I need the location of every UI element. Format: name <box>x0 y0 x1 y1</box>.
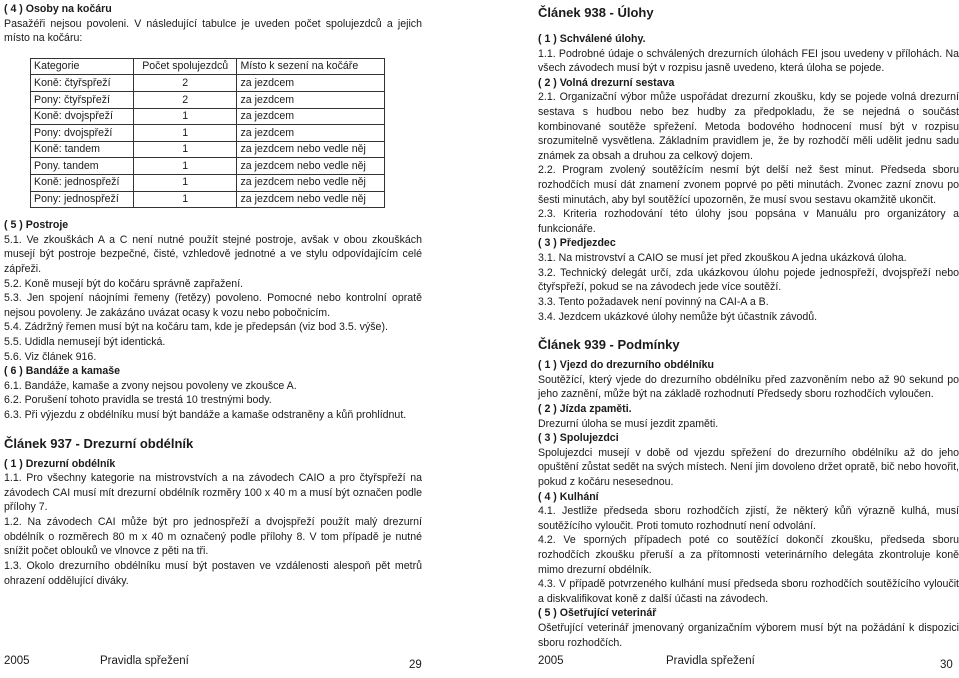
table-cell: 2 <box>133 75 237 92</box>
table-cell: Koně: tandem <box>31 141 134 158</box>
article-937-title: Článek 937 - Drezurní obdélník <box>4 435 194 451</box>
table-cell: Koně: dvojspřeží <box>31 108 134 125</box>
table-cell: 1 <box>133 108 237 125</box>
section-4-text: Pasažéři nejsou povoleni. V následující tabulce je uveden počet spolujezdců a jejich místo na kočáru: <box>4 17 422 45</box>
right-page-content <box>538 4 959 650</box>
table-cell: za jezdcem <box>237 108 385 125</box>
table-row <box>31 92 385 109</box>
table-cell: 1 <box>133 191 237 208</box>
article-938-2-2: 2.2. Program zvolený soutěžícím nesmí být delší než šest minut. Předseda sboru rozhodčích musí dát znamení zvonem poprvé po pěti minutách. Zvonec zazní znovu po šesti minutách, aby byl soutěžící upozorněn, že musí svou sestavu okamžitě ukončit. <box>538 164 959 206</box>
article-939-5-text: Ošetřující veterinář jmenovaný organizačním výborem musí být na požádání k dispozici sboru rozhodčích. <box>538 622 959 649</box>
table-cell: za jezdcem nebo vedle něj <box>237 174 385 191</box>
article-939-title: Článek 939 - Podmínky <box>538 337 680 353</box>
article-939-section-3-heading: ( 3 ) Spolujezdci <box>538 432 619 445</box>
article-939-4-2: 4.2. Ve sporných případech poté co soutěžící dokončí zkoušku, předseda sboru rozhodčích zkoušku přeruší a za přítomnosti veterinárního delegáta zkontroluje koně mimo drezurní obdélník. <box>538 534 959 576</box>
section-5-6: 5.6. Viz článek 916. <box>4 350 97 363</box>
right-page <box>480 0 959 678</box>
article-939-1-text: Soutěžící, který vjede do drezurního obdélníku před zazvoněním nebo až 90 sekund po jeho zaznění, může být na základě rozhodnutí Předsedy sboru rozhodčích vyloučen. <box>538 373 959 401</box>
table-cell: Pony: čtyřspřeží <box>31 92 134 109</box>
article-938-section-3-heading: ( 3 ) Předjezdec <box>538 237 616 250</box>
table-row <box>31 108 385 125</box>
article-939-3-text: Spolujezdci musejí v době od vjezdu spřežení do drezurního obdélníku až do jeho opuštění zůstat sedět na svých místech. Není jim dovoleno držet opratě, bič nebo hovořit, pokud z kočáru nesesednou. <box>538 446 959 488</box>
article-937-1-1: 1.1. Pro všechny kategorie na mistrovstvích a na závodech CAIO a pro čtyřspřeží na závodech CAI musí mít drezurní obdélník rozměry 100 x 40 m a musí být označen podle přílohy 7. <box>4 472 422 514</box>
section-5-1: 5.1. Ve zkouškách A a C není nutné použít stejné postroje, avšak v obou zkouškách musejí být postroje bezpečné, čisté, vzhledově jednotné a ve stylu odpovídajícím celé zápřeži. <box>4 233 422 275</box>
table-row <box>31 125 385 142</box>
table-cell: 1 <box>133 141 237 158</box>
table-cell: Koně: čtyřspřeží <box>31 75 134 92</box>
table-cell: Pony: dvojspřeží <box>31 125 134 142</box>
right-footer-year: 2005 <box>538 655 564 667</box>
article-937-1-2: 1.2. Na závodech CAI může být pro jednospřeží a dvojspřeží použít malý drezurní obdélník o rozměrech 80 m x 40 m označený podle přílohy 8. V tom případě je nutné snížit počet oblouků ve vlnovce z pěti na tři. <box>4 516 422 558</box>
article-938-1-1: 1.1. Podrobné údaje o schválených drezurních úlohách FEI jsou uvedeny v přílohách. Na všech závodech musí být v rozpisu jasně uvedeno, která úloha se pojede. <box>538 47 959 75</box>
article-938-3-2: 3.2. Technický delegát určí, zda ukázkovou úlohu pojede jednospřeží, dvojspřeží nebo čtyřspřeží, pokud se na závodech jede více soutěží. <box>538 266 959 294</box>
article-938-3-3: 3.3. Tento požadavek není povinný na CAI-A a B. <box>538 295 769 308</box>
table-cell: 2 <box>133 92 237 109</box>
table-cell: za jezdcem <box>237 75 385 92</box>
section-6-3: 6.3. Při výjezdu z obdélníku musí být bandáže a kamaše odstraněny a kůň prohlídnut. <box>4 409 407 422</box>
article-938-section-1-heading: ( 1 ) Schválené úlohy. <box>538 32 646 45</box>
article-938-2-1: 2.1. Organizační výbor může uspořádat drezurní zkoušku, kdy se pojede volná drezurní sestava s hudbou nebo bez hudby za předpokladu, že se nejedná o součást kombinované soutěže spřežení. Metoda bodového hodnocení musí být v rozpisu srozumitelně vysvětlena. Základním pravidlem je, že by rozhodčí měli udělit jednu sadu známek za obsah a druhou za celkový dojem. <box>538 91 959 162</box>
table-cell: Koně: jednospřeží <box>31 174 134 191</box>
section-6-heading: ( 6 ) Bandáže a kamaše <box>4 365 120 378</box>
left-page-number: 29 <box>409 659 422 671</box>
article-937-1-3: 1.3. Okolo drezurního obdélníku musí být postaven ve vzdálenosti alespoň pět metrů ohrazení oddělující diváky. <box>4 559 422 587</box>
left-page <box>0 0 479 678</box>
article-937-section-1-heading: ( 1 ) Drezurní obdélník <box>4 457 116 470</box>
article-939-section-5-heading: ( 5 ) Ošetřující veterinář <box>538 607 657 620</box>
table-cell: za jezdcem <box>237 92 385 109</box>
table-header-cell: Kategorie <box>31 58 134 75</box>
section-6-1: 6.1. Bandáže, kamaše a zvony nejsou povoleny ve zkoušce A. <box>4 379 297 392</box>
left-page-content <box>4 2 422 588</box>
section-5-4: 5.4. Zádržný řemen musí být na kočáru tam, kde je předepsán (viz bod 3.5. výše). <box>4 321 388 334</box>
article-939-section-1-heading: ( 1 ) Vjezd do drezurního obdélníku <box>538 359 714 372</box>
table-header-cell: Místo k sezení na kočáře <box>237 58 385 75</box>
section-5-3: 5.3. Jen spojení náojními řemeny (řetězy) povoleno. Pomocné nebo kontrolní opratě nejsou povoleny. Je zakázáno uvázat ocasy k vozu nebo pobočnicím. <box>4 292 422 319</box>
article-938-title: Článek 938 - Úlohy <box>538 5 654 20</box>
table-row <box>31 191 385 208</box>
table-cell: Pony. tandem <box>31 158 134 175</box>
table-header-cell: Počet spolujezdců <box>133 58 237 75</box>
table-cell: 1 <box>133 158 237 175</box>
table-cell: Pony: jednospřeží <box>31 191 134 208</box>
article-939-2-text: Drezurní úloha se musí jezdit zpaměti. <box>538 417 719 430</box>
table-row <box>31 75 385 92</box>
passengers-table <box>30 58 385 208</box>
section-4-heading: ( 4 ) Osoby na kočáru <box>4 3 112 15</box>
table-cell: za jezdcem <box>237 125 385 142</box>
table-cell: za jezdcem nebo vedle něj <box>237 141 385 158</box>
table-cell: za jezdcem nebo vedle něj <box>237 191 385 208</box>
table-header-row <box>31 58 385 75</box>
article-938-3-1: 3.1. Na mistrovství a CAIO se musí jet před zkouškou A jedna ukázková úloha. <box>538 252 907 265</box>
section-5-heading: ( 5 ) Postroje <box>4 219 69 232</box>
table-row <box>31 174 385 191</box>
table-row <box>31 141 385 158</box>
article-939-section-4-heading: ( 4 ) Kulhání <box>538 490 599 503</box>
article-939-section-2-heading: ( 2 ) Jízda zpaměti. <box>538 402 632 415</box>
article-939-4-3: 4.3. V případě potvrzeného kulhání musí předseda sboru rozhodčích soutěžícího vyloučit a diskvalifikovat koně z další účasti na závodech. <box>538 578 959 605</box>
article-938-2-3: 2.3. Kriteria rozhodování této úlohy jsou popsána v Manuálu pro organizátory a funkcionáře. <box>538 208 959 235</box>
left-footer-year: 2005 <box>4 655 30 667</box>
right-page-number: 30 <box>940 659 953 671</box>
article-938-3-4: 3.4. Jezdcem ukázkové úlohy nemůže být účastník závodů. <box>538 310 818 323</box>
table-cell: za jezdcem nebo vedle něj <box>237 158 385 175</box>
article-939-4-1: 4.1. Jestliže předseda sboru rozhodčích zjistí, že některý kůň výrazně kulhá, musí soutěžícího vyloučit. Proti tomuto rozhodnutí není odvolání. <box>538 505 959 532</box>
right-footer-title: Pravidla spřežení <box>666 655 755 667</box>
table-cell: 1 <box>133 125 237 142</box>
section-5-2: 5.2. Koně musejí být do kočáru správně zapřažení. <box>4 277 244 290</box>
article-938-section-2-heading: ( 2 ) Volná drezurní sestava <box>538 76 675 89</box>
table-row <box>31 158 385 175</box>
table-cell: 1 <box>133 174 237 191</box>
left-footer-title: Pravidla spřežení <box>100 655 189 667</box>
section-6-2: 6.2. Porušení tohoto pravidla se trestá 10 trestnými body. <box>4 394 272 407</box>
section-5-5: 5.5. Udidla nemusejí být identická. <box>4 336 166 349</box>
